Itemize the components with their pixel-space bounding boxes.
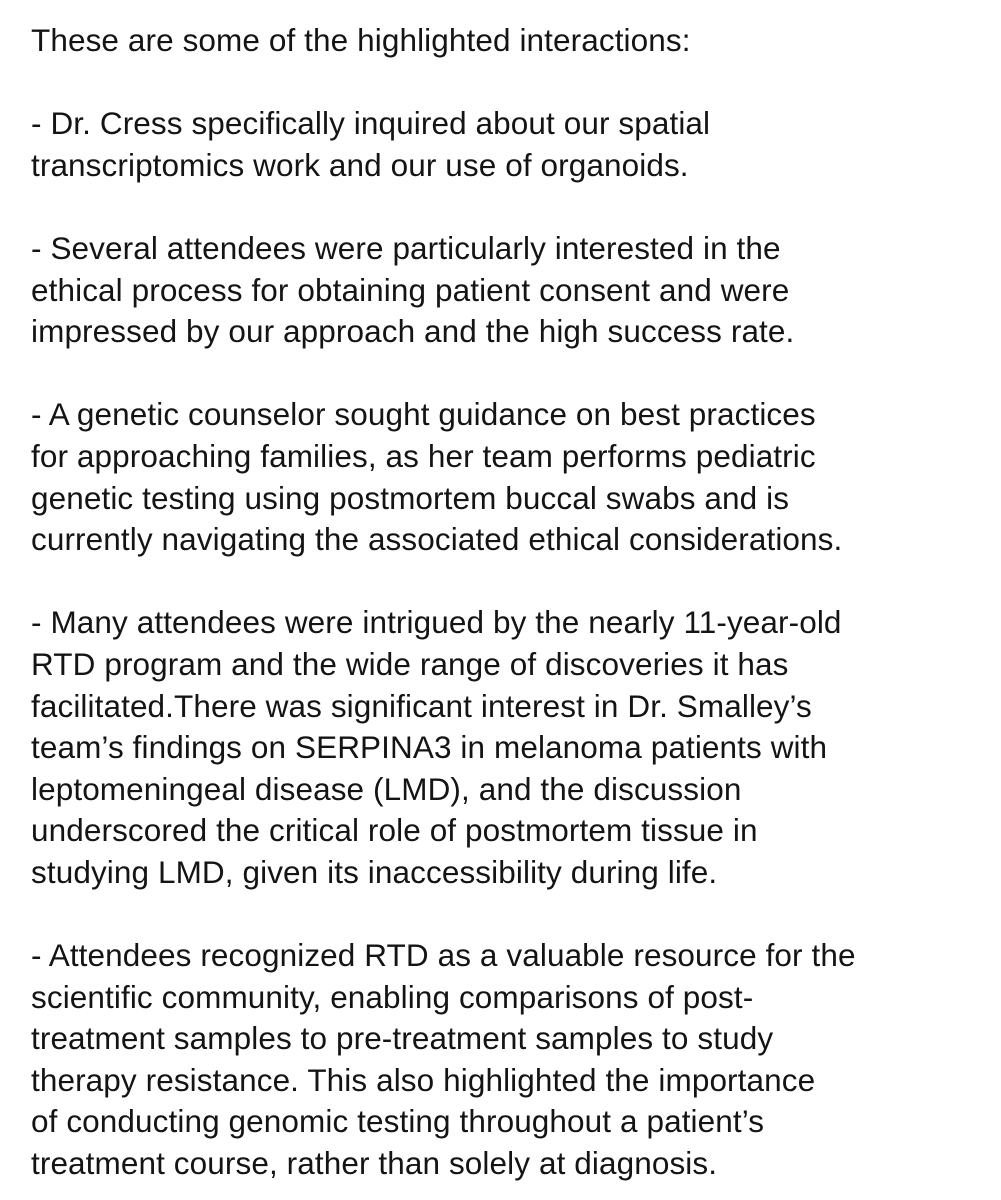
paragraph-gap <box>31 186 973 228</box>
bullet-4-line-5: leptomeningeal disease (LMD), and the discussion <box>31 770 742 807</box>
bullet-2 <box>31 228 973 353</box>
bullet-5-line-4: therapy resistance. This also highlighted the importance <box>31 1061 816 1098</box>
bullet-2-line-3: impressed by our approach and the high success rate. <box>31 313 795 350</box>
bullet-5-line-2: scientific community, enabling comparisons of post- <box>31 978 754 1015</box>
bullet-2-line-2: ethical process for obtaining patient consent and were <box>31 271 790 308</box>
bullet-4-line-7: studying LMD, given its inaccessibility during life. <box>31 853 718 890</box>
bullet-2-line-1: - Several attendees were particularly interested in the <box>31 229 781 266</box>
paragraph-gap <box>31 353 973 395</box>
bullet-4-line-1: - Many attendees were intrigued by the nearly 11-year-old <box>31 604 842 641</box>
paragraph-gap <box>31 893 973 935</box>
bullet-4 <box>31 602 973 893</box>
bullet-3 <box>31 394 973 560</box>
bullet-4-line-4: team’s findings on SERPINA3 in melanoma patients with <box>31 729 828 766</box>
bullet-4-line-2: RTD program and the wide range of discoveries it has <box>31 645 789 682</box>
bullet-5-line-6: treatment course, rather than solely at diagnosis. <box>31 1145 718 1182</box>
paragraph-gap <box>31 62 973 104</box>
bullet-4-line-6: underscored the critical role of postmortem tissue in <box>31 812 758 849</box>
bullet-3-line-3: genetic testing using postmortem buccal swabs and is <box>31 479 790 516</box>
bullet-5-line-1: - Attendees recognized RTD as a valuable resource for the <box>31 937 856 974</box>
intro-line: These are some of the highlighted interactions: <box>31 22 691 58</box>
bullet-3-line-2: for approaching families, as her team performs pediatric <box>31 437 816 474</box>
bullet-4-line-3: facilitated.There was significant interest in Dr. Smalley’s <box>31 687 812 724</box>
paragraph-gap <box>31 561 973 603</box>
bullet-5 <box>31 935 973 1185</box>
bullet-5-line-5: of conducting genomic testing throughout a patient’s <box>31 1103 765 1140</box>
bullet-1-line-1: - Dr. Cress specifically inquired about our spatial <box>31 105 711 142</box>
bullet-3-line-4: currently navigating the associated ethical considerations. <box>31 521 843 558</box>
bullet-3-line-1: - A genetic counselor sought guidance on best practices <box>31 396 816 433</box>
bullet-1 <box>31 103 973 186</box>
bullet-1-line-2: transcriptomics work and our use of organoids. <box>31 146 689 183</box>
bullet-5-line-3: treatment samples to pre-treatment samples to study <box>31 1020 774 1057</box>
